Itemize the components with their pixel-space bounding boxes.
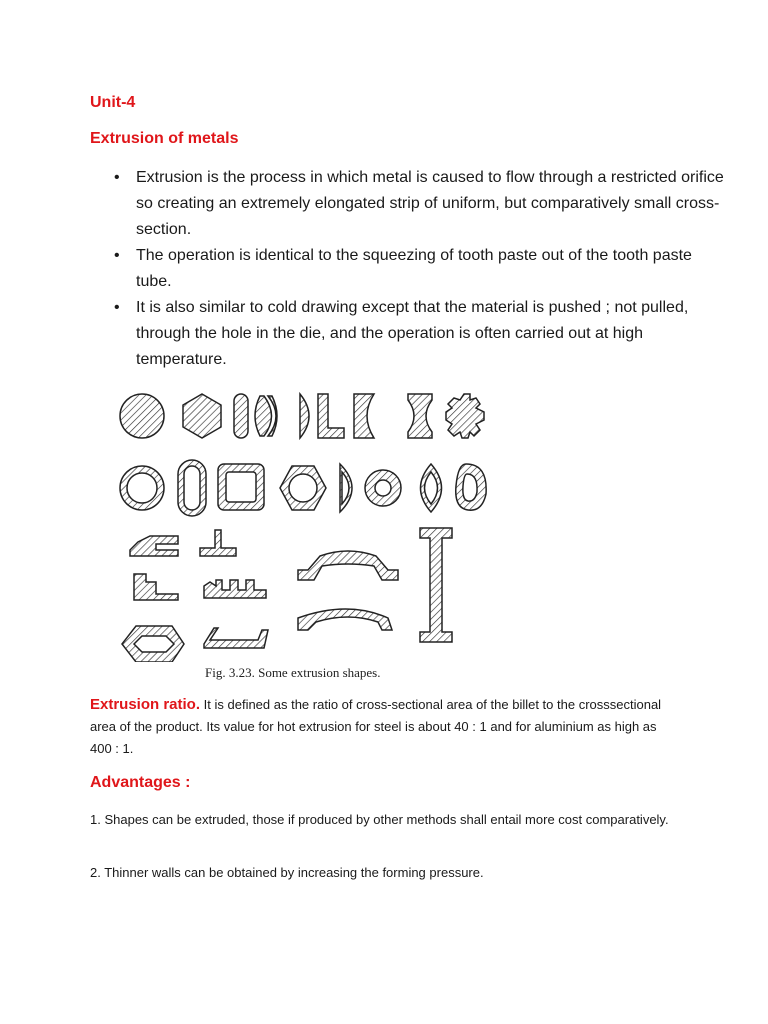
double-flat-round-shape — [255, 396, 277, 436]
solid-round-shape — [120, 394, 164, 438]
i-beam-shape — [420, 528, 452, 642]
advantage-item: 1. Shapes can be extruded, those if produced by other methods shall entail more cost comparatively. — [90, 812, 669, 827]
section-heading: Extrusion of metals — [90, 130, 239, 147]
hat-section-shape — [298, 551, 398, 580]
l-angle-shape — [318, 394, 344, 438]
channel-curve-shape — [354, 394, 374, 438]
extrusion-ratio-text: It is defined as the ratio of cross-sectional area of the billet to the crosssectional area of the product. Its value for hot extrusion for steel is about 40 : 1 and for aluminium as high as 400 : 1. — [90, 697, 662, 756]
t-section-shape — [200, 530, 236, 556]
serrated-strip-shape — [204, 580, 266, 598]
advantages-heading: Advantages : — [90, 774, 191, 791]
advantage-item: 2. Thinner walls can be obtained by increasing the forming pressure. — [90, 865, 484, 880]
hexagon-shape — [183, 394, 221, 438]
bullet-item: • It is also similar to cold drawing except that the material is pushed ; not pulled, through the hole in the die, and the operation is often carried out at high temperature. — [136, 295, 726, 373]
gear-shape — [446, 394, 484, 438]
flat-channel-shape — [204, 628, 268, 648]
figure-caption: Fig. 3.23. Some extrusion shapes. — [205, 665, 381, 680]
channel-lip-shape — [298, 609, 392, 630]
flat-bar-shape — [234, 394, 248, 438]
z-section-shape — [130, 536, 178, 556]
extrusion-shapes-figure — [112, 386, 498, 686]
bullet-item: • Extrusion is the process in which metal is caused to flow through a restricted orifice so creating an extremely elongated strip of uniform, but comparatively small cross-section. — [136, 165, 726, 243]
step-section-shape — [134, 574, 178, 600]
bullet-item: • The operation is identical to the squeezing of tooth paste out of the tooth paste tube. — [136, 243, 726, 295]
extrusion-ratio-paragraph — [90, 694, 680, 760]
extrusion-ratio-lead: Extrusion ratio. — [90, 696, 201, 713]
dumbbell-shape — [408, 394, 432, 438]
bullet-list — [90, 165, 726, 373]
half-round-shape — [300, 394, 309, 438]
extrusion-shapes-drawing — [112, 386, 498, 662]
unit-title: Unit-4 — [90, 94, 136, 111]
